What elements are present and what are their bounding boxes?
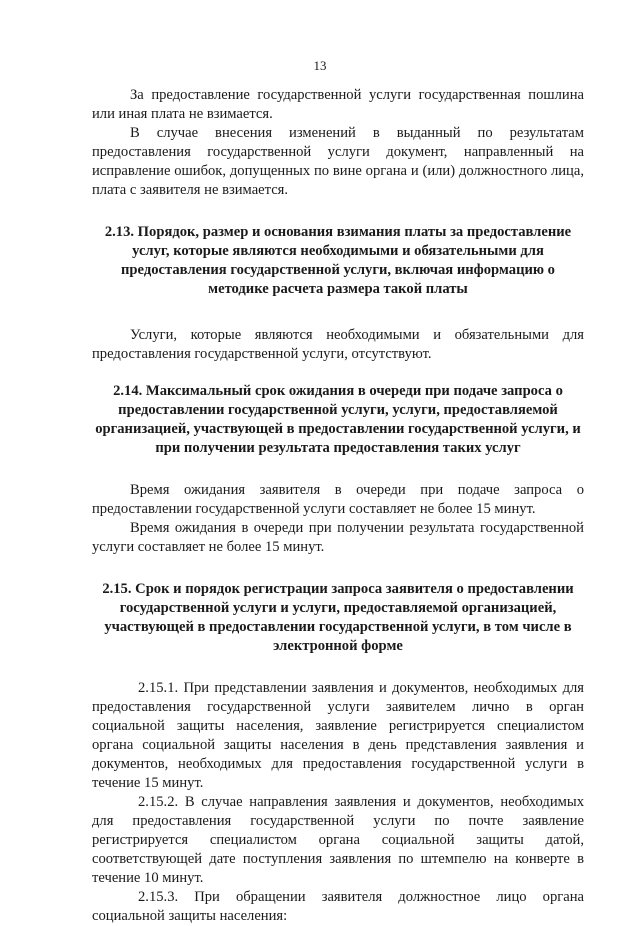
paragraph-2-15-1: 2.15.1. При представлении заявления и документов, необходимых для предоставления государственной услуги заявителем лично в орган социальной защиты населения, заявление регистрируется специалистом органа социальной защиты населения в день представления заявления и документов, необходимых для предоставления государственной услуги в течение 15 минут. xyxy=(92,680,584,791)
paragraph-fee-exemption: За предоставление государственной услуги государственная пошлина или иная плата не взимается. xyxy=(92,87,584,122)
page-number: 13 xyxy=(313,58,327,73)
paragraph-2-14-queue-submit: Время ожидания заявителя в очереди при подаче запроса о предоставлении государственной услуги составляет не более 15 минут. xyxy=(92,482,584,517)
section-heading-2-15: 2.15. Срок и порядок регистрации запроса заявителя о предоставлении государственной услуги и услуги, предоставляемой организацией, участвующей в предоставлении государственной услуги, в том числе в электронной форме xyxy=(102,581,574,654)
paragraph-2-13: Услуги, которые являются необходимыми и обязательными для предоставления государственной услуги, отсутствуют. xyxy=(92,327,584,362)
section-heading-2-14: 2.14. Максимальный срок ожидания в очереди при подаче запроса о предоставлении государственной услуги, услуги, предоставляемой организацией, участвующей в предоставлении государственной услуги, и при получении результата предоставления таких услуг xyxy=(95,383,581,456)
paragraph-2-15-2: 2.15.2. В случае направления заявления и документов, необходимых для предоставления государственной услуги по почте заявление регистрируется специалистом органа социальной защиты датой, соответствующей дате поступления заявления по штемпелю на конверте в течение 10 минут. xyxy=(92,794,584,886)
paragraph-correction-no-fee: В случае внесения изменений в выданный по результатам предоставления государственной услуги документ, направленный на исправление ошибок, допущенных по вине органа и (или) должностного лица, плата с заявителя не взимается. xyxy=(92,125,584,198)
paragraph-2-14-queue-result: Время ожидания в очереди при получении результата государственной услуги составляет не более 15 минут. xyxy=(92,520,584,555)
page-content xyxy=(92,86,584,926)
paragraph-2-15-3: 2.15.3. При обращении заявителя должностное лицо органа социальной защиты населения: xyxy=(92,889,584,924)
section-heading-2-13: 2.13. Порядок, размер и основания взимания платы за предоставление услуг, которые являются необходимыми и обязательными для предоставления государственной услуги, включая информацию о методике расчета размера такой платы xyxy=(104,224,572,297)
